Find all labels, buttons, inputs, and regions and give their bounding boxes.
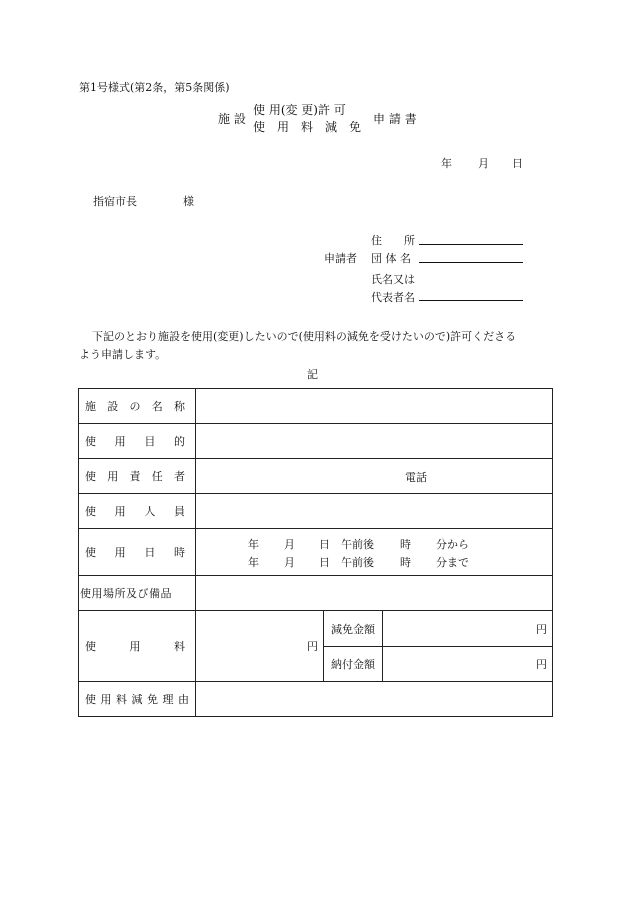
applicant-label: 申請者 [324, 252, 357, 265]
purpose-char: 用 [114, 435, 126, 448]
responsible-field[interactable] [196, 459, 553, 494]
fee-char: 使 [85, 640, 96, 653]
from-year: 年 [248, 538, 259, 551]
to-minute: 分まで [436, 556, 469, 569]
to-hour: 時 [400, 556, 411, 569]
row-purpose [79, 424, 553, 459]
date-year: 年 [441, 157, 452, 170]
reduction-amount-label [324, 611, 383, 647]
datetime-char: 時 [173, 546, 185, 559]
reason-char: 免 [147, 693, 158, 706]
name-underline [419, 300, 523, 301]
reason-char: 由 [178, 693, 189, 706]
from-hour: 時 [400, 538, 411, 551]
people-char: 使 [85, 505, 96, 518]
payment-yen: 円 [536, 658, 548, 671]
datetime-to [196, 554, 552, 568]
row-people [79, 494, 553, 529]
people-char: 用 [114, 505, 126, 518]
title-top: 使 用(変 更)許 可 [253, 103, 346, 117]
facility-name-char: 称 [174, 400, 185, 413]
form-number: 第1号様式(第2条，第5条関係) [79, 81, 230, 94]
reduction-amount-text: 減免金額 [331, 622, 375, 636]
reason-char: 理 [162, 693, 174, 706]
datetime-char: 日 [144, 546, 156, 559]
body-text-line-1: 下記のとおり施設を使用(変更)したいので(使用料の減免を受けたいので)許可くださる [92, 330, 517, 343]
purpose-label [79, 424, 196, 459]
place-equipment-text: 使用場所及び備品 [80, 587, 172, 600]
reason-label [79, 682, 196, 717]
title-right: 申 請 書 [373, 112, 417, 126]
reason-char: 料 [116, 693, 127, 706]
reason-char: 使 [85, 693, 96, 706]
application-table [78, 388, 553, 717]
datetime-char: 使 [85, 546, 96, 559]
title-bottom: 使 用 料 減 免 [253, 120, 362, 134]
reason-char: 用 [100, 693, 112, 706]
date-day: 日 [512, 157, 523, 170]
facility-name-label [79, 389, 196, 424]
to-month: 月 [284, 556, 295, 569]
responsible-char: 使 [85, 470, 96, 483]
from-ampm: 午前後 [341, 538, 374, 551]
address-label: 住 所 [371, 234, 415, 247]
ki-label: 記 [307, 368, 318, 381]
date-month: 月 [478, 157, 489, 170]
from-minute: 分から [436, 538, 469, 551]
addressee-name: 指宿市長 [93, 195, 137, 208]
row-place-equipment [79, 576, 553, 611]
purpose-char: 的 [173, 435, 185, 448]
people-field[interactable] [196, 494, 553, 529]
responsible-char: 者 [174, 470, 185, 483]
purpose-char: 使 [85, 435, 96, 448]
fee-field[interactable] [196, 611, 324, 682]
payment-amount-text: 納付金額 [331, 658, 375, 671]
body-text-line-2: よう申請します。 [79, 348, 167, 361]
fee-label [79, 611, 196, 682]
reason-char: 減 [131, 693, 143, 706]
reduction-amount-field[interactable] [383, 611, 553, 647]
datetime-field[interactable] [196, 529, 553, 576]
row-facility-name [79, 389, 553, 424]
facility-name-field[interactable] [196, 389, 553, 424]
datetime-label [79, 529, 196, 576]
fee-char: 料 [174, 640, 185, 653]
row-datetime [79, 529, 553, 576]
group-underline [419, 262, 523, 263]
row-responsible [79, 459, 553, 494]
purpose-char: 目 [144, 435, 156, 448]
responsible-char: 用 [107, 470, 119, 483]
facility-name-char: 設 [107, 400, 119, 413]
reduction-yen: 円 [536, 622, 548, 636]
address-underline [419, 244, 523, 245]
people-label [79, 494, 196, 529]
responsible-char: 任 [151, 470, 163, 483]
people-char: 員 [173, 505, 185, 518]
fee-yen: 円 [307, 640, 318, 653]
name-label-1: 氏名又は [371, 273, 415, 286]
group-label: 団 体 名 [371, 252, 411, 265]
place-equipment-label [79, 576, 196, 611]
from-day: 日 [319, 538, 330, 551]
name-label-2: 代表者名 [371, 291, 415, 304]
people-char: 人 [144, 505, 156, 518]
to-year: 年 [248, 556, 259, 569]
to-day: 日 [319, 556, 330, 569]
phone-label: 電話 [405, 471, 427, 484]
datetime-char: 用 [114, 546, 126, 559]
row-reason [79, 682, 553, 717]
responsible-label [79, 459, 196, 494]
row-fee-1 [79, 611, 553, 647]
from-month: 月 [284, 538, 295, 551]
title-left: 施 設 [218, 112, 246, 126]
facility-name-char: 施 [85, 400, 96, 413]
purpose-field[interactable] [196, 424, 553, 459]
to-ampm: 午前後 [341, 556, 374, 569]
addressee-honorific: 様 [183, 195, 194, 208]
responsible-char: 責 [129, 470, 141, 483]
facility-name-char: の [129, 400, 141, 413]
facility-name-char: 名 [151, 400, 163, 413]
datetime-from [196, 536, 552, 550]
reason-field[interactable] [196, 682, 553, 717]
fee-char: 用 [129, 640, 141, 653]
payment-amount-label [324, 647, 383, 682]
payment-amount-field[interactable] [383, 647, 553, 682]
place-equipment-field[interactable] [196, 576, 553, 611]
